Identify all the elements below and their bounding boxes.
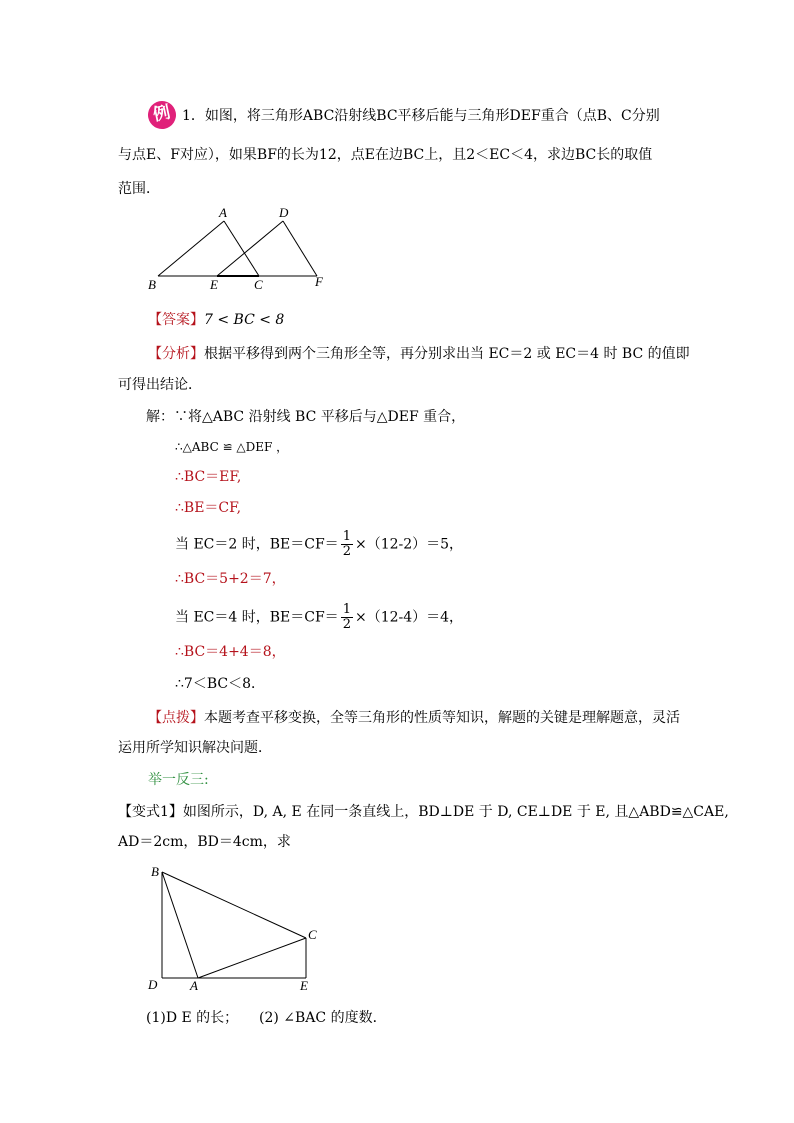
solution-step-5: 当 EC＝2 时，BE＝CF＝ $\frac{1}{2}$ ×（12-2）＝5， xyxy=(175,529,464,559)
figure-translated-triangles xyxy=(140,200,340,300)
solution-step-2: ∴△ABC ≌ △DEF ， xyxy=(175,440,289,454)
fraction-half-2: $\frac{1}{2}$ xyxy=(342,602,351,632)
problem-line-1: 1．如图，将三角形ABC沿射线BC平移后能与三角形DEF重合（点B、C分别 xyxy=(182,108,660,124)
figure-congruent-triangles xyxy=(140,858,340,998)
comment-tag: 【点拨】 xyxy=(148,710,204,726)
practice-heading: 举一反三: xyxy=(148,772,209,788)
solution-step-9: ∴7＜BC＜8． xyxy=(175,676,265,692)
variant-line-2: AD＝2cm，BD＝4cm，求 xyxy=(118,834,291,850)
variant-line-1: 【变式1】如图所示，D, A, E 在同一条直线上，BD⊥DE 于 D, CE⊥DE 于 E, 且△ABD≌△CAE, xyxy=(118,804,729,820)
comment-line-1: 【点拨】本题考查平移变换，全等三角形的性质等知识，解题的关键是理解题意，灵活 xyxy=(148,710,680,726)
label-D: D xyxy=(279,205,289,220)
solution-step-7: 当 EC＝4 时，BE＝CF＝ $\frac{1}{2}$ ×（12-4）＝4， xyxy=(175,602,464,632)
solution-step-1: 解：∵将△ABC 沿射线 BC 平移后与△DEF 重合， xyxy=(146,409,466,425)
answer xyxy=(148,310,284,330)
label-E: E xyxy=(300,978,308,993)
label-C: C xyxy=(308,927,317,942)
label-E: E xyxy=(210,277,218,292)
label-B: B xyxy=(148,277,156,292)
label-A: A xyxy=(190,978,198,993)
comment-line-2: 运用所学知识解决问题． xyxy=(118,740,272,756)
example-badge: 例 xyxy=(145,98,178,131)
label-A: A xyxy=(219,205,227,220)
solution-step-6: ∴BC＝5+2＝7， xyxy=(175,571,286,587)
analysis-tag: 【分析】 xyxy=(148,346,204,362)
answer-tag: 【答案】 xyxy=(148,312,204,328)
problem-line-2: 与点E、F对应），如果BF的长为12，点E在边BC上，且2＜EC＜4，求边BC长的取值 xyxy=(118,147,653,163)
label-B: B xyxy=(151,864,159,879)
question-2: (2) ∠BAC 的度数． xyxy=(259,1010,387,1026)
label-F: F xyxy=(315,274,323,289)
problem-line-3: 范围． xyxy=(118,181,160,197)
analysis-line-2: 可得出结论． xyxy=(118,377,202,393)
answer-text: 7 < BC < 8 xyxy=(204,312,285,328)
solution-step-4: ∴BE＝CF, xyxy=(175,500,242,516)
label-D: D xyxy=(148,977,158,992)
analysis-line-1: 【分析】根据平移得到两个三角形全等，再分别求出当 EC＝2 或 EC＝4 时 BC 的值即 xyxy=(148,346,690,362)
label-C: C xyxy=(254,277,263,292)
solution-step-3: ∴BC＝EF, xyxy=(175,469,242,485)
fraction-half: $\frac{1}{2}$ xyxy=(342,529,351,559)
solution-step-8: ∴BC＝4+4＝8， xyxy=(175,644,286,660)
question-1: (1)D E 的长； xyxy=(146,1010,239,1026)
